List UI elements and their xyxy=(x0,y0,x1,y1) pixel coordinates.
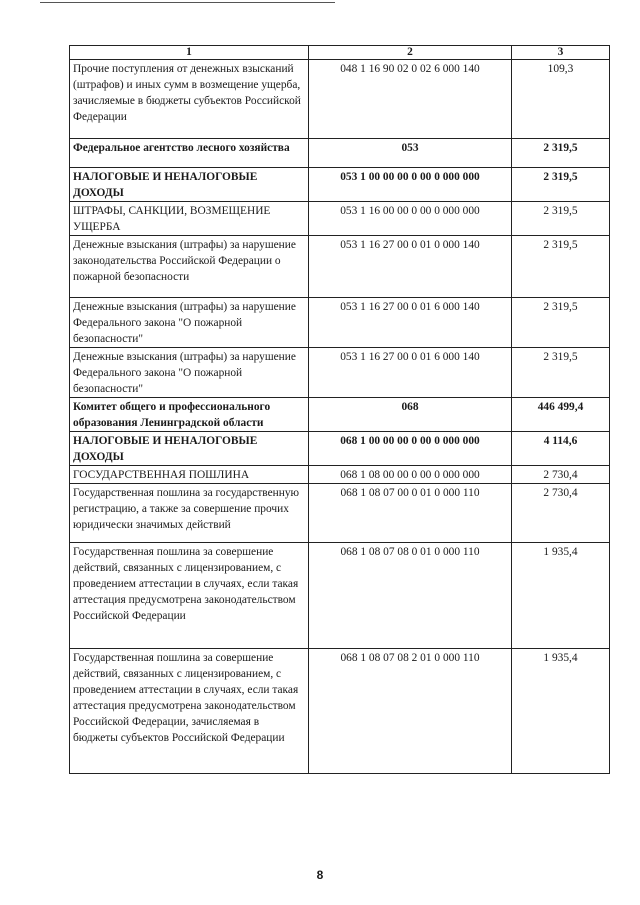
table-row xyxy=(70,168,610,202)
header-col-1: 1 xyxy=(70,46,309,60)
row-name-cell: ГОСУДАРСТВЕННАЯ ПОШЛИНА xyxy=(70,466,309,484)
row-amount-cell: 109,3 xyxy=(512,60,610,139)
row-name-cell: Комитет общего и профессионального образования Ленинградской области xyxy=(70,398,309,432)
row-amount-cell: 2 319,5 xyxy=(512,202,610,236)
table-body xyxy=(70,60,610,774)
row-name-cell: Денежные взыскания (штрафы) за нарушение Федерального закона "О пожарной безопасности" xyxy=(70,298,309,348)
table-row xyxy=(70,139,610,168)
row-code-cell: 053 1 00 00 00 0 00 0 000 000 xyxy=(309,168,512,202)
row-amount-cell: 446 499,4 xyxy=(512,398,610,432)
table-row xyxy=(70,348,610,398)
page-number: 8 xyxy=(316,868,324,882)
row-amount-cell: 1 935,4 xyxy=(512,543,610,649)
row-code-cell: 053 1 16 27 00 0 01 6 000 140 xyxy=(309,298,512,348)
table-row xyxy=(70,398,610,432)
row-amount-cell: 2 319,5 xyxy=(512,236,610,298)
header-col-3: 3 xyxy=(512,46,610,60)
row-name-cell: Государственная пошлина за совершение действий, связанных с лицензированием, с проведением аттестации в случаях, если такая аттестация предусмотрена законодательством Российской Федерации, зачисляемая в бюджеты субъектов Российской Федерации xyxy=(70,649,309,774)
row-amount-cell: 2 319,5 xyxy=(512,139,610,168)
table-row xyxy=(70,484,610,543)
table-row xyxy=(70,202,610,236)
row-name-cell: Прочие поступления от денежных взысканий (штрафов) и иных сумм в возмещение ущерба, зачисляемые в бюджеты субъектов Российской Федерации xyxy=(70,60,309,139)
row-name-cell: НАЛОГОВЫЕ И НЕНАЛОГОВЫЕ ДОХОДЫ xyxy=(70,432,309,466)
table-row xyxy=(70,298,610,348)
row-name-cell: Денежные взыскания (штрафы) за нарушение законодательства Российской Федерации о пожарной безопасности xyxy=(70,236,309,298)
row-name-cell: Государственная пошлина за государственную регистрацию, а также за совершение прочих юридически значимых действий xyxy=(70,484,309,543)
table-header-row xyxy=(70,46,610,60)
row-amount-cell: 4 114,6 xyxy=(512,432,610,466)
row-amount-cell: 2 319,5 xyxy=(512,348,610,398)
row-name-cell: Государственная пошлина за совершение действий, связанных с лицензированием, с проведением аттестации в случаях, если такая аттестация предусмотрена законодательством Российской Федерации xyxy=(70,543,309,649)
header-col-2: 2 xyxy=(309,46,512,60)
table-row xyxy=(70,543,610,649)
row-code-cell: 053 1 16 27 00 0 01 6 000 140 xyxy=(309,348,512,398)
row-code-cell: 053 1 16 27 00 0 01 0 000 140 xyxy=(309,236,512,298)
row-code-cell: 068 1 08 07 08 2 01 0 000 110 xyxy=(309,649,512,774)
row-code-cell: 068 1 00 00 00 0 00 0 000 000 xyxy=(309,432,512,466)
table-row xyxy=(70,236,610,298)
row-name-cell: ШТРАФЫ, САНКЦИИ, ВОЗМЕЩЕНИЕ УЩЕРБА xyxy=(70,202,309,236)
row-name-cell: Федеральное агентство лесного хозяйства xyxy=(70,139,309,168)
budget-table xyxy=(69,45,610,774)
row-code-cell: 068 1 08 07 00 0 01 0 000 110 xyxy=(309,484,512,543)
table-row xyxy=(70,649,610,774)
table-row xyxy=(70,432,610,466)
row-amount-cell: 2 730,4 xyxy=(512,466,610,484)
row-code-cell: 048 1 16 90 02 0 02 6 000 140 xyxy=(309,60,512,139)
row-name-cell: НАЛОГОВЫЕ И НЕНАЛОГОВЫЕ ДОХОДЫ xyxy=(70,168,309,202)
row-code-cell: 068 1 08 00 00 0 00 0 000 000 xyxy=(309,466,512,484)
row-code-cell: 068 1 08 07 08 0 01 0 000 110 xyxy=(309,543,512,649)
row-code-cell: 053 1 16 00 00 0 00 0 000 000 xyxy=(309,202,512,236)
table-row xyxy=(70,60,610,139)
row-amount-cell: 2 319,5 xyxy=(512,298,610,348)
row-code-cell: 068 xyxy=(309,398,512,432)
row-code-cell: 053 xyxy=(309,139,512,168)
table-row xyxy=(70,466,610,484)
top-rule xyxy=(40,2,335,3)
row-amount-cell: 1 935,4 xyxy=(512,649,610,774)
row-amount-cell: 2 730,4 xyxy=(512,484,610,543)
row-name-cell: Денежные взыскания (штрафы) за нарушение Федерального закона "О пожарной безопасности" xyxy=(70,348,309,398)
row-amount-cell: 2 319,5 xyxy=(512,168,610,202)
